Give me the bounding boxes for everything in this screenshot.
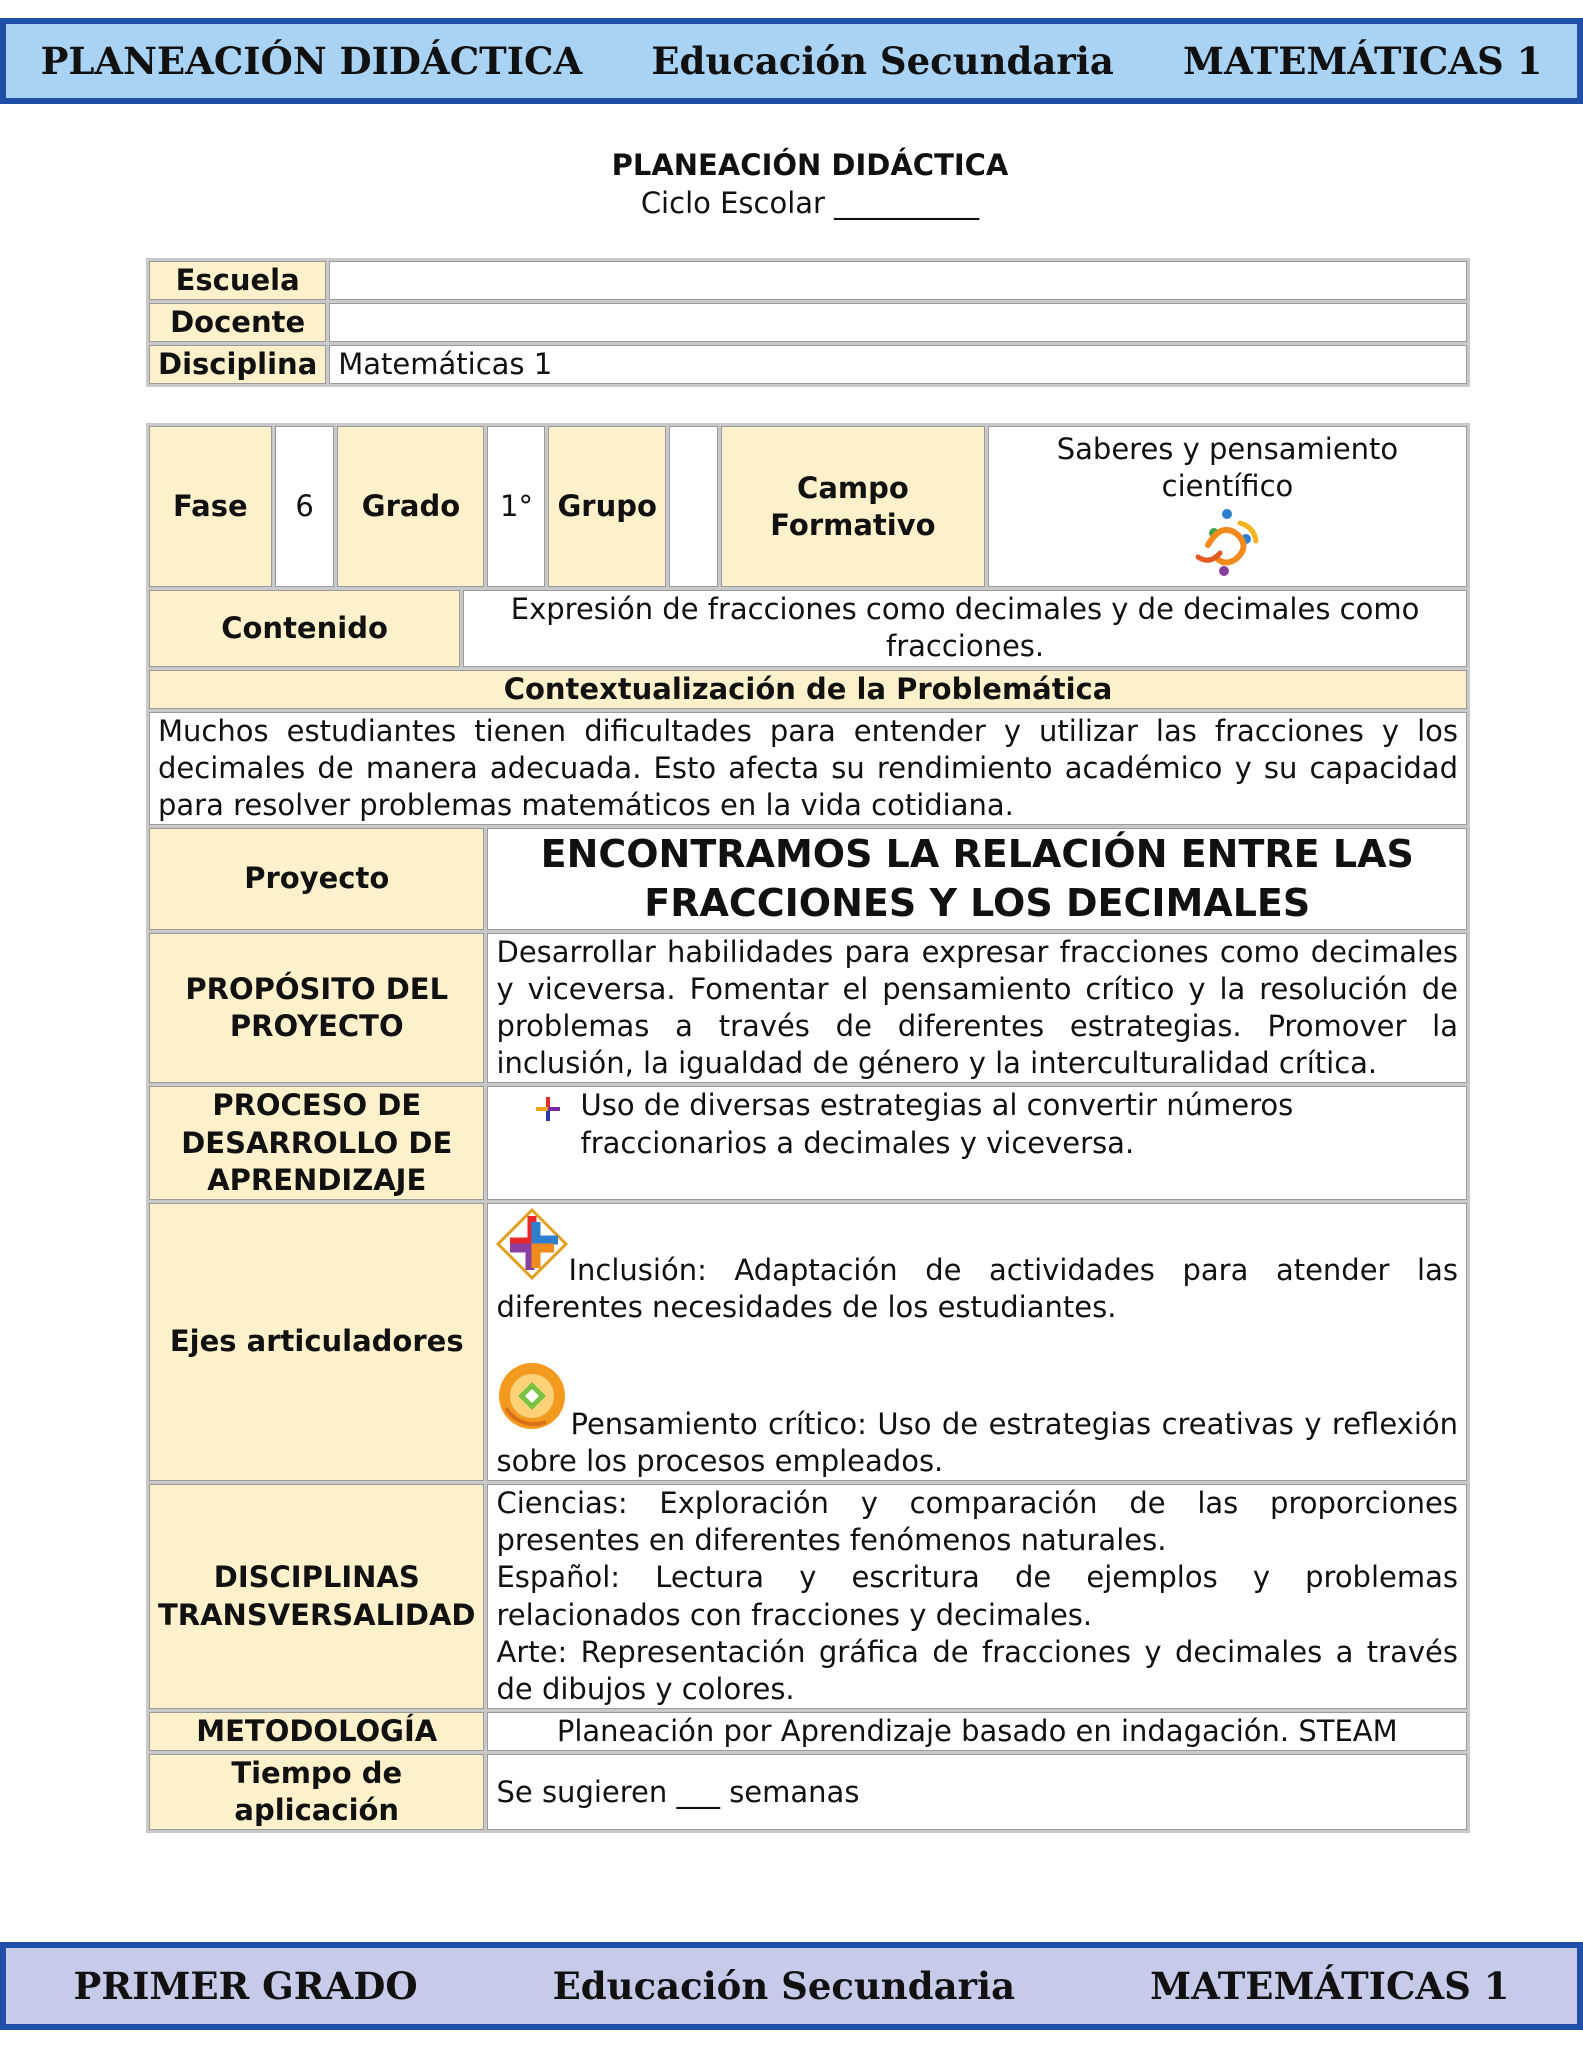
disciplina-espanol: Español: Lectura y escritura de ejemplos y problemas relacionados con fracciones y decimales. [496, 1560, 1458, 1632]
docente-value[interactable] [329, 303, 1467, 342]
eje-pensamiento-critico-text: Pensamiento crítico: Uso de estrategias creativas y reflexión sobre los procesos empleados. [496, 1406, 1458, 1479]
proyecto-row [149, 828, 1467, 930]
disciplina-arte: Arte: Representación gráfica de fracciones y decimales a través de dibujos y colores. [496, 1634, 1458, 1706]
campo-formativo-label: Campo Formativo [721, 426, 985, 587]
disciplinas-label: DISCIPLINAS TRANSVERSALIDAD [149, 1484, 484, 1709]
tiempo-row [149, 1754, 1467, 1830]
eje-inclusion-text: Inclusión: Adaptación de actividades para atender las diferentes necesidades de los estudiantes. [496, 1252, 1458, 1324]
escuela-row [149, 261, 1467, 300]
contexto-label: Contextualización de la Problemática [149, 670, 1467, 709]
contenido-row [149, 590, 1467, 666]
contenido-value: Expresión de fracciones como decimales y de decimales como fracciones. [463, 590, 1467, 666]
pda-value: Uso de diversas estrategias al convertir números fraccionarios a decimales y viceversa. [580, 1088, 1294, 1160]
proyecto-label: Proyecto [149, 828, 484, 930]
grupo-value[interactable] [669, 426, 718, 587]
contexto-header-row [149, 670, 1467, 709]
proposito-row [149, 933, 1467, 1083]
campo-formativo-icon [1188, 505, 1266, 577]
header-center: Educación Secundaria [651, 39, 1114, 83]
tiempo-label: Tiempo de aplicación [149, 1754, 484, 1830]
pensamiento-critico-icon [496, 1360, 570, 1443]
docente-row [149, 303, 1467, 342]
metodologia-label: METODOLOGÍA [149, 1712, 484, 1751]
eje-inclusion [496, 1208, 1458, 1326]
tiempo-value: Se sugieren ___ semanas [487, 1754, 1467, 1830]
footer-right: MATEMÁTICAS 1 [1150, 1964, 1510, 2008]
school-info-table [146, 258, 1470, 387]
header-band [0, 18, 1583, 104]
footer-center: Educación Secundaria [552, 1964, 1016, 2008]
docente-label: Docente [149, 303, 326, 342]
contenido-label: Contenido [149, 590, 460, 666]
escuela-value[interactable] [329, 261, 1467, 300]
disciplinas-row [149, 1484, 1467, 1709]
inclusion-icon [496, 1208, 568, 1289]
contexto-value: Muchos estudiantes tienen dificultades para entender y utilizar las fracciones y los decimales de manera adecuada. Esto afecta su rendimiento académico y su capacidad para resolver problemas matemáticos en la vida cotidiana. [149, 712, 1467, 825]
footer-band [0, 1942, 1583, 2030]
footer-left: PRIMER GRADO [73, 1964, 418, 2008]
ejes-label: Ejes articuladores [149, 1203, 484, 1481]
bullet-cross-icon [536, 1087, 580, 1130]
header-left: PLANEACIÓN DIDÁCTICA [40, 39, 583, 83]
metodologia-row [149, 1712, 1467, 1751]
eje-pensamiento-critico [496, 1360, 1458, 1480]
school-cycle: Ciclo Escolar __________ [640, 186, 980, 220]
grado-label: Grado [337, 426, 484, 587]
fase-label: Fase [149, 426, 272, 587]
proyecto-title: ENCONTRAMOS LA RELACIÓN ENTRE LAS FRACCIONES Y LOS DECIMALES [487, 828, 1467, 930]
contexto-row [149, 712, 1467, 825]
disciplina-label: Disciplina [149, 345, 326, 384]
planeacion-table [146, 423, 1470, 1833]
escuela-label: Escuela [149, 261, 326, 300]
document-title: PLANEACIÓN DIDÁCTICA [611, 148, 1009, 182]
header-right: MATEMÁTICAS 1 [1183, 39, 1543, 83]
proposito-label: PROPÓSITO DEL PROYECTO [149, 933, 484, 1083]
document-title-block [0, 148, 1583, 220]
ejes-cell [487, 1203, 1467, 1481]
disciplina-value[interactable]: Matemáticas 1 [329, 345, 1467, 384]
disciplinas-cell [487, 1484, 1467, 1709]
campo-formativo-value: Saberes y pensamiento científico [1056, 432, 1399, 504]
proposito-value: Desarrollar habilidades para expresar fracciones como decimales y viceversa. Fomentar el pensamiento crítico y la resolución de problemas a través de diferentes estrategias. Promover la inclusión, la igualdad de género y la interculturalidad crítica. [487, 933, 1467, 1083]
grado-value: 1° [487, 426, 545, 587]
pda-row [149, 1086, 1467, 1199]
pda-label: PROCESO DE DESARROLLO DE APRENDIZAJE [149, 1086, 484, 1199]
ejes-row [149, 1203, 1467, 1481]
pda-bullet [496, 1087, 1458, 1161]
disciplina-row [149, 345, 1467, 384]
campo-formativo-cell [988, 426, 1467, 587]
grupo-label: Grupo [548, 426, 665, 587]
pda-cell [487, 1086, 1467, 1199]
disciplina-ciencias: Ciencias: Exploración y comparación de las proporciones presentes en diferentes fenómenos naturales. [496, 1486, 1458, 1558]
fase-value: 6 [275, 426, 335, 587]
fase-row [149, 426, 1467, 587]
metodologia-value: Planeación por Aprendizaje basado en indagación. STEAM [487, 1712, 1467, 1751]
